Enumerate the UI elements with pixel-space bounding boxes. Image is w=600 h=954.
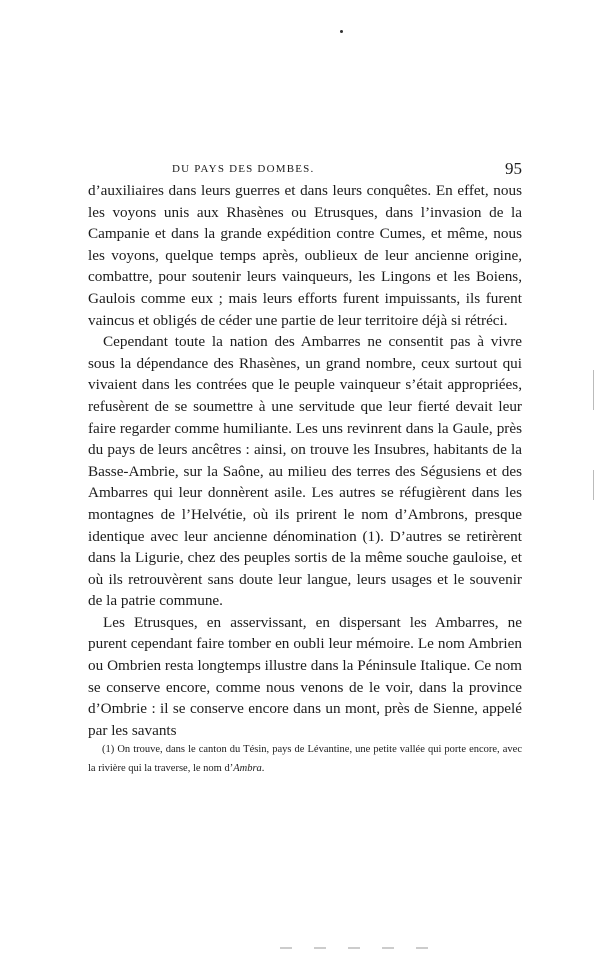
page-header (84, 161, 522, 181)
page-number: 95 (505, 159, 522, 178)
footnote-text: (1) On trouve, dans le canton du Tésin, pays de Lévantine, une petite vallée qui porte encore, avec la rivière qui la traverse, le nom d’ (88, 744, 522, 774)
paragraph: d’auxiliaires dans leurs guerres et dans leurs conquêtes. En effet, nous les voyons unis aux Rhasènes ou Etrusques, dans l’invasion de la Campanie et dans la grande expédition contre Cumes, et même, nous les voyons, quelque temps après, oublieux de leur ancienne origine, combattre, pour soutenir leurs vainqueurs, les Lingons et les Boiens, Gaulois comme eux ; mais leurs efforts furent impuissants, ils furent vaincus et obligés de céder une partie de leur territoire déjà si rétréci. (88, 182, 522, 329)
bottom-edge-marks (280, 936, 520, 940)
printing-speck (340, 30, 343, 33)
page-edge-mark (593, 470, 594, 500)
footnotes (88, 741, 522, 778)
footnote-tail: . (261, 762, 265, 774)
body-text (88, 180, 522, 741)
paragraph: Les Etrusques, en asservissant, en dispersant les Ambarres, ne purent cependant faire tomber en oubli leur mémoire. Le nom Ambrien ou Ombrien resta longtemps illustre dans la Péninsule Italique. Ce nom se conserve encore, comme nous venons de le voir, dans la province d’Ombrie : il se conserve encore dans un mont, près de Sienne, appelé par les savants (88, 613, 522, 739)
running-title: DU PAYS DES DOMBES. (172, 163, 315, 175)
footnote (88, 741, 522, 778)
page-edge-mark (593, 370, 594, 410)
paragraph: Cependant toute la nation des Ambarres ne consentit pas à vivre sous la dépendance des Rhasènes, un grand nombre, ceux surtout qui vivaient dans les contrées que le peuple vainqueur s’était appropriées, refusèrent de se soumettre à une servitude que leur fierté devait leur faire regarder comme humiliante. Les uns revinrent dans la Gaule, près du pays de leurs ancêtres : ainsi, on trouve les Insubres, habitants de la Basse-Ambrie, sur la Saône, au milieu des terres des Ségusiens et des Ambarres qui leur donnèrent asile. Les autres se réfugièrent dans les montagnes de l’Helvétie, où ils prirent le nom d’Ambrons, presque identique avec leur ancienne dénomination (1). D’autres se retirèrent dans la Ligurie, chez des peuples sortis de la même souche gauloise, et où ils retrouvèrent sans doute leur langue, leurs usages et le souvenir de la patrie commune. (88, 333, 522, 610)
footnote-italic-word: Ambra (233, 762, 262, 774)
